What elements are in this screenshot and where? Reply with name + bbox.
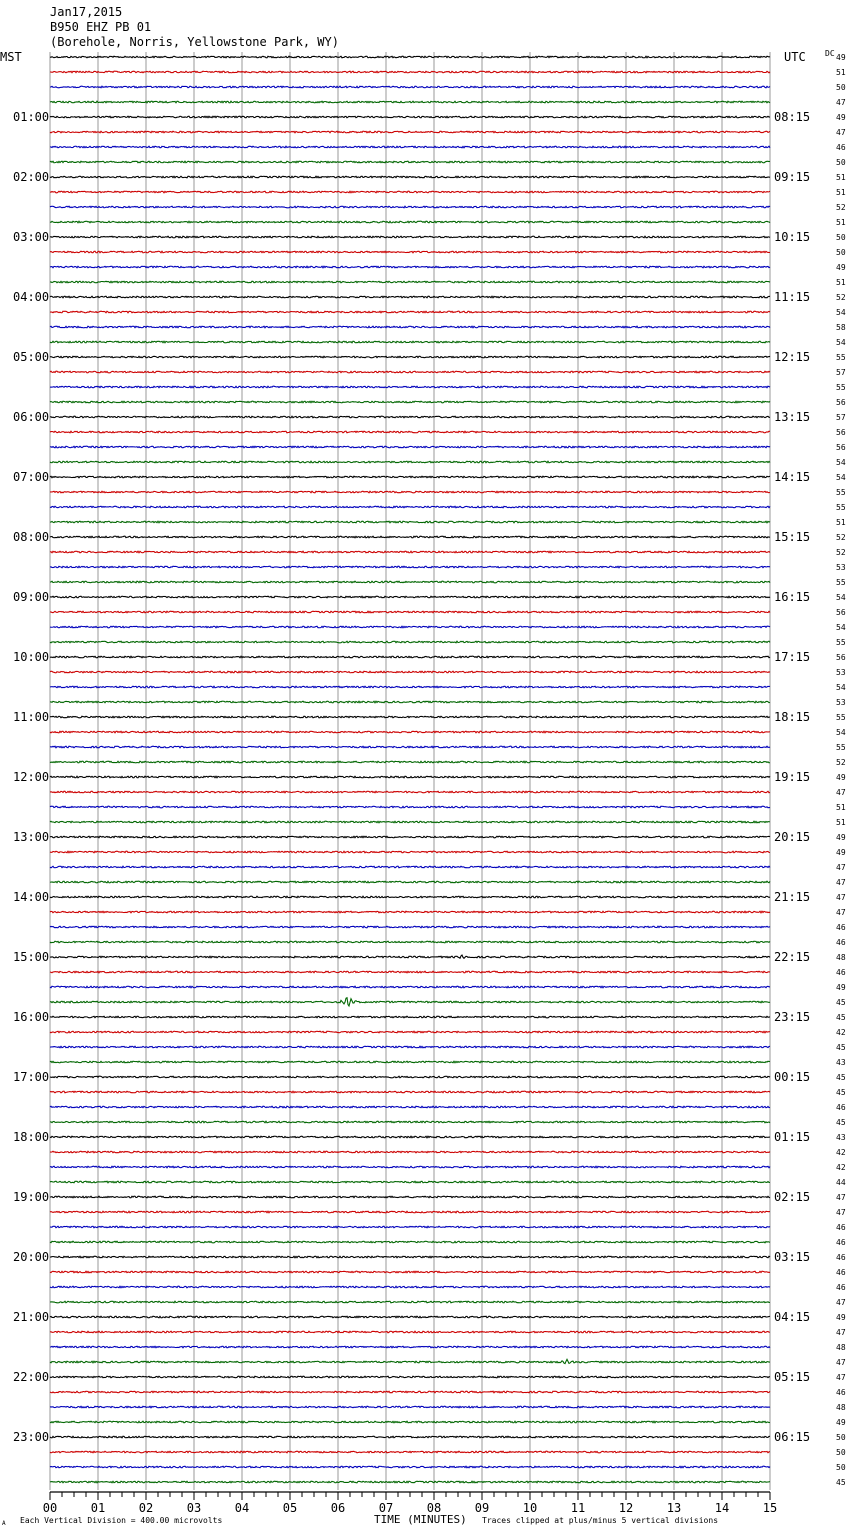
seismic-trace-75: [50, 1181, 770, 1183]
dc-value: 54: [836, 458, 846, 467]
seismic-trace-33: [50, 551, 770, 553]
header-location: (Borehole, Norris, Yellowstone Park, WY): [50, 35, 339, 49]
seismic-trace-40: [50, 656, 770, 658]
seismic-trace-57: [50, 911, 770, 913]
seismic-trace-63: [50, 998, 770, 1006]
seismic-trace-59: [50, 941, 770, 943]
dc-value: 47: [836, 908, 846, 917]
seismic-trace-86: [50, 1346, 770, 1348]
dc-value: 51: [836, 518, 846, 527]
dc-value: 56: [836, 398, 846, 407]
dc-value: 42: [836, 1148, 846, 1157]
dc-value: 49: [836, 848, 846, 857]
dc-value: 46: [836, 1223, 846, 1232]
x-tick-label: 12: [618, 1501, 634, 1515]
seismic-trace-24: [50, 416, 770, 418]
x-tick-label: 01: [90, 1501, 106, 1515]
seismic-trace-26: [50, 446, 770, 448]
seismic-trace-47: [50, 761, 770, 763]
seismic-trace-67: [50, 1061, 770, 1063]
seismic-trace-22: [50, 386, 770, 388]
dc-value: 50: [836, 248, 846, 257]
dc-value: 54: [836, 308, 846, 317]
dc-value: 55: [836, 713, 846, 722]
dc-value: 57: [836, 368, 846, 377]
seismic-trace-78: [50, 1226, 770, 1228]
mst-hour-label: 15:00: [13, 950, 50, 964]
left-hour-labels: [13, 110, 49, 1444]
dc-value: 51: [836, 188, 846, 197]
seismic-trace-17: [50, 311, 770, 313]
seismic-trace-35: [50, 581, 770, 583]
seismic-trace-30: [50, 506, 770, 508]
utc-hour-label: 20:15: [774, 830, 811, 844]
dc-value: 46: [836, 1238, 846, 1247]
mst-hour-label: 22:00: [13, 1370, 50, 1384]
dc-value: 54: [836, 473, 846, 482]
footer-mark: A: [2, 1520, 6, 1527]
x-axis-title: TIME (MINUTES): [374, 1513, 467, 1526]
utc-hour-label: 08:15: [774, 110, 811, 124]
utc-hour-label: 04:15: [774, 1310, 811, 1324]
x-tick-label: 10: [522, 1501, 538, 1515]
seismic-trace-41: [50, 671, 770, 673]
dc-value: 58: [836, 323, 846, 332]
x-tick-label: 13: [666, 1501, 682, 1515]
dc-value: 49: [836, 833, 846, 842]
dc-value: 47: [836, 1193, 846, 1202]
utc-hour-label: 05:15: [774, 1370, 811, 1384]
dc-value: 46: [836, 1103, 846, 1112]
x-tick-label: 14: [714, 1501, 730, 1515]
seismic-trace-31: [50, 521, 770, 523]
seismic-trace-39: [50, 641, 770, 643]
x-axis: [43, 1492, 777, 1515]
utc-hour-label: 16:15: [774, 590, 811, 604]
dc-value: 50: [836, 233, 846, 242]
dc-value: 55: [836, 503, 846, 512]
seismic-trace-25: [50, 431, 770, 433]
dc-value: 46: [836, 1283, 846, 1292]
utc-hour-label: 15:15: [774, 530, 811, 544]
dc-value: 53: [836, 698, 846, 707]
seismic-trace-89: [50, 1391, 770, 1393]
dc-value: 55: [836, 743, 846, 752]
mst-hour-label: 23:00: [13, 1430, 50, 1444]
dc-value-labels: [836, 53, 846, 1487]
dc-value: 51: [836, 803, 846, 812]
seismic-trace-4: [50, 116, 770, 118]
seismic-trace-95: [50, 1481, 770, 1483]
seismic-trace-42: [50, 686, 770, 688]
utc-hour-label: 14:15: [774, 470, 811, 484]
dc-value: 49: [836, 113, 846, 122]
mst-hour-label: 18:00: [13, 1130, 50, 1144]
seismic-trace-87: [50, 1359, 770, 1363]
dc-value: 45: [836, 998, 846, 1007]
seismic-trace-7: [50, 161, 770, 163]
x-tick-label: 04: [234, 1501, 250, 1515]
dc-value: 46: [836, 923, 846, 932]
trace-group: [50, 56, 770, 1483]
x-tick-label: 07: [378, 1501, 394, 1515]
dc-value: 56: [836, 443, 846, 452]
dc-value: 53: [836, 563, 846, 572]
seismic-trace-20: [50, 356, 770, 358]
mst-hour-label: 19:00: [13, 1190, 50, 1204]
x-tick-label: 11: [570, 1501, 586, 1515]
mst-hour-label: 21:00: [13, 1310, 50, 1324]
dc-value: 46: [836, 938, 846, 947]
mst-hour-label: 06:00: [13, 410, 50, 424]
mst-hour-label: 10:00: [13, 650, 50, 664]
mst-hour-label: 16:00: [13, 1010, 50, 1024]
utc-hour-label: 19:15: [774, 770, 811, 784]
seismic-trace-82: [50, 1286, 770, 1288]
dc-value: 45: [836, 1478, 846, 1487]
footer-clip-note: Traces clipped at plus/minus 5 vertical divisions: [482, 1516, 719, 1525]
seismic-trace-18: [50, 326, 770, 328]
seismic-trace-72: [50, 1136, 770, 1138]
dc-value: 49: [836, 983, 846, 992]
seismic-trace-73: [50, 1151, 770, 1153]
seismic-trace-85: [50, 1331, 770, 1333]
dc-value: 57: [836, 413, 846, 422]
seismic-trace-68: [50, 1076, 770, 1078]
dc-value: 52: [836, 293, 846, 302]
dc-value: 50: [836, 1448, 846, 1457]
seismic-trace-60: [50, 955, 770, 958]
header-date: Jan17,2015: [50, 5, 123, 19]
mst-hour-label: 07:00: [13, 470, 50, 484]
dc-value: 54: [836, 593, 846, 602]
seismic-trace-32: [50, 536, 770, 538]
seismic-trace-71: [50, 1121, 770, 1123]
seismic-trace-83: [50, 1301, 770, 1303]
dc-value: 50: [836, 83, 846, 92]
utc-hour-label: 09:15: [774, 170, 811, 184]
left-timezone-label: MST: [0, 50, 22, 64]
seismic-trace-76: [50, 1196, 770, 1198]
seismic-trace-19: [50, 341, 770, 343]
seismic-trace-23: [50, 401, 770, 403]
seismic-trace-5: [50, 131, 770, 133]
seismic-trace-66: [50, 1046, 770, 1048]
x-tick-label: 09: [474, 1501, 490, 1515]
utc-hour-label: 02:15: [774, 1190, 811, 1204]
seismic-trace-88: [50, 1376, 770, 1378]
dc-value: 51: [836, 68, 846, 77]
utc-hour-label: 06:15: [774, 1430, 811, 1444]
dc-value: 47: [836, 1373, 846, 1382]
dc-value: 54: [836, 338, 846, 347]
mst-hour-label: 11:00: [13, 710, 50, 724]
dc-value: 47: [836, 1208, 846, 1217]
utc-hour-label: 18:15: [774, 710, 811, 724]
mst-hour-label: 01:00: [13, 110, 50, 124]
seismic-trace-54: [50, 866, 770, 868]
dc-value: 48: [836, 953, 846, 962]
seismic-trace-52: [50, 836, 770, 838]
mst-hour-label: 17:00: [13, 1070, 50, 1084]
dc-value: 49: [836, 263, 846, 272]
seismic-trace-65: [50, 1031, 770, 1033]
seismic-trace-10: [50, 206, 770, 208]
dc-label: DC: [825, 49, 835, 58]
dc-value: 55: [836, 383, 846, 392]
x-tick-label: 06: [330, 1501, 346, 1515]
header-station: B950 EHZ PB 01: [50, 20, 152, 34]
dc-value: 49: [836, 53, 846, 62]
seismic-trace-13: [50, 251, 770, 253]
seismic-trace-50: [50, 806, 770, 808]
dc-value: 56: [836, 653, 846, 662]
dc-value: 45: [836, 1118, 846, 1127]
dc-value: 42: [836, 1163, 846, 1172]
utc-hour-label: 22:15: [774, 950, 811, 964]
dc-value: 55: [836, 578, 846, 587]
seismic-trace-81: [50, 1271, 770, 1273]
utc-hour-label: 00:15: [774, 1070, 811, 1084]
seismic-trace-55: [50, 881, 770, 883]
seismic-trace-38: [50, 626, 770, 628]
x-tick-label: 08: [426, 1501, 442, 1515]
mst-hour-label: 08:00: [13, 530, 50, 544]
mst-hour-label: 09:00: [13, 590, 50, 604]
seismic-trace-49: [50, 791, 770, 793]
utc-hour-label: 10:15: [774, 230, 811, 244]
seismic-trace-51: [50, 821, 770, 823]
seismic-trace-94: [50, 1466, 770, 1468]
dc-value: 50: [836, 158, 846, 167]
dc-value: 45: [836, 1043, 846, 1052]
footer-scale: Each Vertical Division = 400.00 microvolts: [20, 1516, 223, 1525]
dc-value: 54: [836, 728, 846, 737]
seismic-trace-34: [50, 566, 770, 568]
seismic-trace-43: [50, 701, 770, 703]
mst-hour-label: 12:00: [13, 770, 50, 784]
seismic-trace-53: [50, 851, 770, 853]
dc-value: 52: [836, 758, 846, 767]
mst-hour-label: 05:00: [13, 350, 50, 364]
seismic-trace-36: [50, 596, 770, 598]
mst-hour-label: 02:00: [13, 170, 50, 184]
dc-value: 52: [836, 548, 846, 557]
utc-hour-label: 21:15: [774, 890, 811, 904]
dc-value: 49: [836, 1418, 846, 1427]
dc-value: 47: [836, 98, 846, 107]
dc-value: 51: [836, 278, 846, 287]
x-tick-label: 02: [138, 1501, 154, 1515]
dc-value: 46: [836, 143, 846, 152]
seismic-trace-44: [50, 716, 770, 718]
dc-value: 50: [836, 1463, 846, 1472]
dc-value: 50: [836, 1433, 846, 1442]
seismic-trace-74: [50, 1166, 770, 1168]
dc-value: 45: [836, 1088, 846, 1097]
dc-value: 54: [836, 683, 846, 692]
utc-hour-label: 11:15: [774, 290, 811, 304]
seismic-trace-46: [50, 746, 770, 748]
x-tick-label: 00: [42, 1501, 58, 1515]
seismic-trace-28: [50, 476, 770, 478]
x-tick-label: 03: [186, 1501, 202, 1515]
seismic-trace-90: [50, 1406, 770, 1408]
dc-value: 54: [836, 623, 846, 632]
seismic-trace-80: [50, 1256, 770, 1258]
seismic-trace-1: [50, 71, 770, 73]
dc-value: 46: [836, 968, 846, 977]
seismic-trace-56: [50, 896, 770, 898]
dc-value: 47: [836, 893, 846, 902]
dc-value: 47: [836, 1358, 846, 1367]
seismic-trace-0: [50, 56, 770, 58]
utc-hour-label: 17:15: [774, 650, 811, 664]
seismic-trace-16: [50, 296, 770, 298]
mst-hour-label: 20:00: [13, 1250, 50, 1264]
dc-value: 46: [836, 1388, 846, 1397]
dc-value: 51: [836, 818, 846, 827]
seismic-trace-14: [50, 266, 770, 268]
dc-value: 47: [836, 1328, 846, 1337]
seismic-trace-92: [50, 1436, 770, 1438]
seismic-trace-48: [50, 776, 770, 778]
dc-value: 42: [836, 1028, 846, 1037]
seismic-trace-2: [50, 86, 770, 88]
dc-value: 49: [836, 773, 846, 782]
mst-hour-label: 03:00: [13, 230, 50, 244]
dc-value: 55: [836, 353, 846, 362]
seismic-trace-8: [50, 176, 770, 178]
dc-value: 55: [836, 638, 846, 647]
mst-hour-label: 04:00: [13, 290, 50, 304]
dc-value: 51: [836, 218, 846, 227]
utc-hour-label: 12:15: [774, 350, 811, 364]
seismic-trace-45: [50, 731, 770, 733]
dc-value: 56: [836, 608, 846, 617]
dc-value: 45: [836, 1073, 846, 1082]
dc-value: 53: [836, 668, 846, 677]
seismic-trace-77: [50, 1211, 770, 1213]
dc-value: 47: [836, 1298, 846, 1307]
utc-hour-label: 01:15: [774, 1130, 811, 1144]
seismic-trace-27: [50, 461, 770, 463]
dc-value: 48: [836, 1403, 846, 1412]
dc-value: 46: [836, 1253, 846, 1262]
dc-value: 47: [836, 128, 846, 137]
dc-value: 52: [836, 203, 846, 212]
seismic-trace-11: [50, 221, 770, 223]
seismic-trace-58: [50, 926, 770, 928]
seismic-trace-12: [50, 236, 770, 238]
seismic-trace-64: [50, 1016, 770, 1018]
dc-value: 51: [836, 173, 846, 182]
x-tick-label: 05: [282, 1501, 298, 1515]
dc-value: 47: [836, 788, 846, 797]
dc-value: 44: [836, 1178, 846, 1187]
dc-value: 49: [836, 1313, 846, 1322]
seismic-trace-21: [50, 371, 770, 373]
mst-hour-label: 14:00: [13, 890, 50, 904]
seismic-trace-9: [50, 191, 770, 193]
seismic-trace-84: [50, 1316, 770, 1318]
dc-value: 45: [836, 1013, 846, 1022]
right-hour-labels: [774, 110, 810, 1444]
seismic-trace-79: [50, 1241, 770, 1243]
seismic-trace-6: [50, 146, 770, 148]
seismic-trace-93: [50, 1451, 770, 1453]
seismic-trace-37: [50, 611, 770, 613]
seismic-trace-69: [50, 1091, 770, 1093]
seismic-trace-62: [50, 986, 770, 988]
dc-value: 47: [836, 863, 846, 872]
dc-value: 48: [836, 1343, 846, 1352]
x-tick-label: 15: [762, 1501, 778, 1515]
dc-value: 56: [836, 428, 846, 437]
seismic-trace-61: [50, 971, 770, 973]
mst-hour-label: 13:00: [13, 830, 50, 844]
utc-hour-label: 03:15: [774, 1250, 811, 1264]
seismic-trace-91: [50, 1421, 770, 1423]
utc-hour-label: 23:15: [774, 1010, 811, 1024]
utc-hour-label: 13:15: [774, 410, 811, 424]
dc-value: 43: [836, 1133, 846, 1142]
dc-value: 52: [836, 533, 846, 542]
dc-value: 43: [836, 1058, 846, 1067]
seismic-trace-3: [50, 101, 770, 103]
dc-value: 46: [836, 1268, 846, 1277]
dc-value: 47: [836, 878, 846, 887]
seismic-trace-29: [50, 491, 770, 493]
right-timezone-label: UTC: [784, 50, 806, 64]
seismic-trace-15: [50, 281, 770, 283]
dc-value: 55: [836, 488, 846, 497]
seismic-trace-70: [50, 1106, 770, 1108]
